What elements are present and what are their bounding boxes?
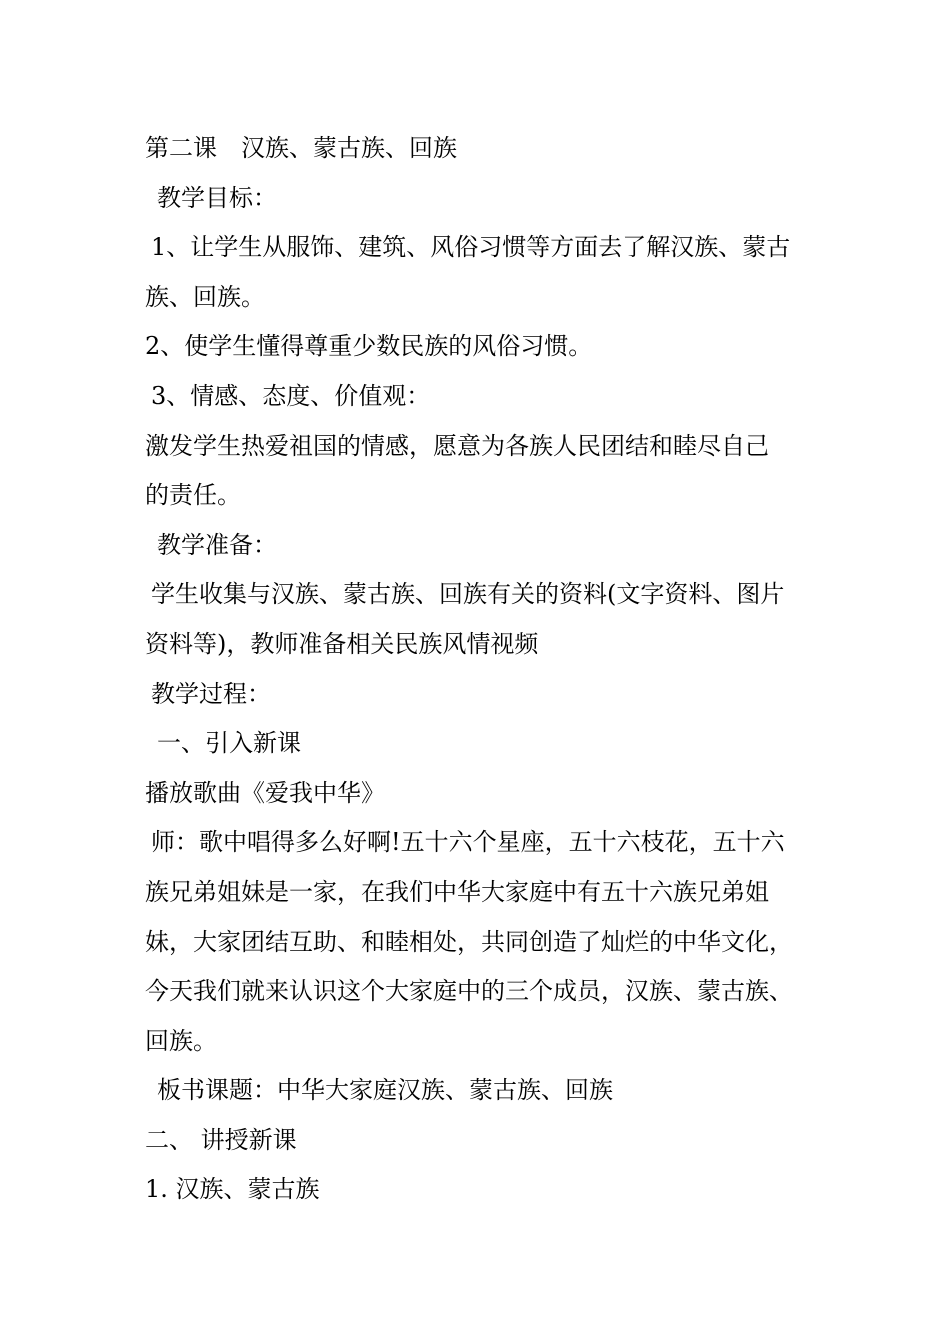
objective-1-line-1: 1、让学生从服饰、建筑、风俗习惯等方面去了解汉族、蒙古 xyxy=(151,233,791,262)
step-2-heading: 二、 讲授新课 xyxy=(145,1125,297,1154)
objective-3-detail-line-2: 的责任。 xyxy=(145,481,241,510)
document-body xyxy=(145,124,810,1215)
section-heading-process: 教学过程： xyxy=(151,679,271,708)
objective-2: 2、使学生懂得尊重少数民族的风俗习惯。 xyxy=(145,332,593,361)
subsection-1-heading: 1. 汉族、蒙古族 xyxy=(145,1175,320,1204)
teacher-speech-line-4: 今天我们就来认识这个大家庭中的三个成员，汉族、蒙古族、 xyxy=(145,977,793,1006)
objective-3-detail-line-1: 激发学生热爱祖国的情感，愿意为各族人民团结和睦尽自己 xyxy=(145,431,769,460)
teacher-speech-line-3: 妹，大家团结互助、和睦相处，共同创造了灿烂的中华文化， xyxy=(145,927,793,956)
step-1-song: 播放歌曲《爱我中华》 xyxy=(145,778,385,807)
teacher-speech-line-1: 师：歌中唱得多么好啊!五十六个星座，五十六枝花，五十六 xyxy=(151,828,785,857)
teacher-speech-line-2: 族兄弟姐妹是一家，在我们中华大家庭中有五十六族兄弟姐 xyxy=(145,877,769,906)
preparation-line-2: 资料等)，教师准备相关民族风情视频 xyxy=(145,629,539,658)
section-heading-objectives: 教学目标： xyxy=(157,183,277,212)
blackboard-title: 板书课题：中华大家庭汉族、蒙古族、回族 xyxy=(157,1076,613,1105)
objective-1-line-2: 族、回族。 xyxy=(145,282,265,311)
section-heading-preparation: 教学准备： xyxy=(157,530,277,559)
objective-3: 3、情感、态度、价值观： xyxy=(151,381,431,410)
step-1-heading: 一、引入新课 xyxy=(157,729,301,758)
teacher-speech-line-5: 回族。 xyxy=(145,1026,217,1055)
lesson-title: 第二课 汉族、蒙古族、回族 xyxy=(145,134,457,162)
preparation-line-1: 学生收集与汉族、蒙古族、回族有关的资料(文字资料、图片 xyxy=(151,580,785,609)
